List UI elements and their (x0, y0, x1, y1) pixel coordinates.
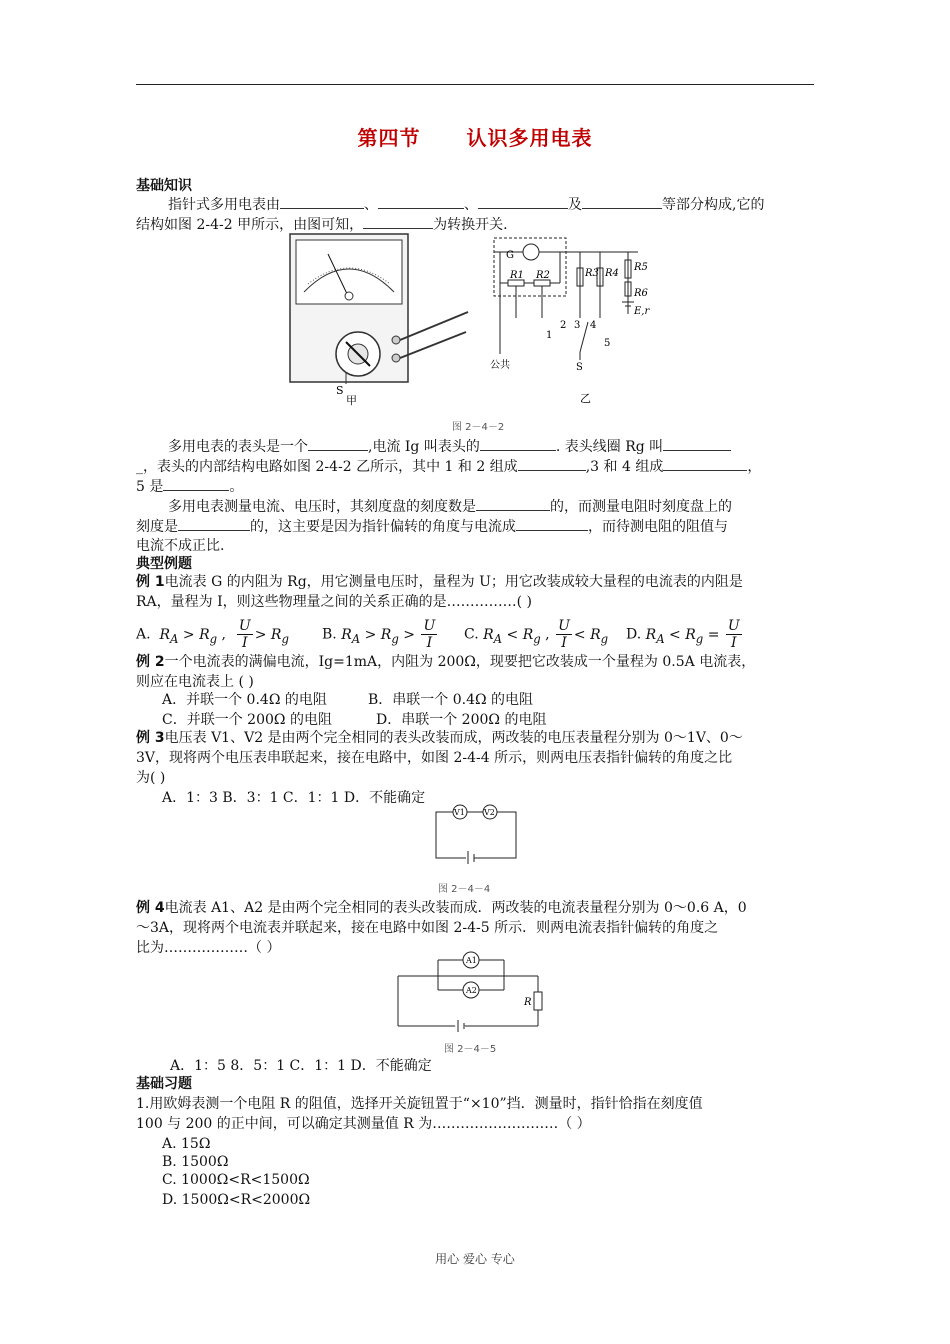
example-2-option-c: C．并联一个 200Ω 的电阻 (162, 712, 332, 728)
practice-q1-line-1: 1.用欧姆表测一个电阻 R 的阻值，选择开关旋钮置于“×10”挡．测量时，指针恰指在刻度值 (136, 1096, 703, 1112)
figure-2-4-4 (430, 800, 522, 864)
figure-label-jia: 甲 (346, 394, 357, 407)
contact-4-label: 4 (590, 320, 597, 331)
figure-2-4-5-caption: 图 2－4－5 (444, 1044, 497, 1055)
basic-paragraph-2-line-1: 多用电表的表头是一个 ,电流 Ig 叫表头的 . 表头线圈 Rg 叫 (168, 436, 848, 457)
resistor-r-label: R (524, 997, 532, 1008)
example-3-line-1: 例 3电压表 V1、V2 是由两个完全相同的表头改装而成，两改装的电压表量程分别为 0～1V、0～ (136, 730, 743, 746)
voltmeter-v2-label: V2 (484, 808, 495, 817)
battery-label: E,r (634, 306, 650, 317)
example-4-line-3: 比为………………（ ） (136, 940, 281, 956)
title-text: 认识多用电表 (466, 126, 593, 150)
practice-q1-line-2: 100 与 200 的正中间，可以确定其测量值 R 为………………………（ ） (136, 1116, 591, 1132)
contact-5-label: 5 (604, 338, 611, 349)
internal-circuit-drawing (494, 238, 638, 360)
example-3-line-2: 3V，现将两个电压表串联起来，接在电路中，如图 2-4-4 所示，则两电压表指针偏转的角度之比 (136, 750, 733, 766)
basic-paragraph-1-line-1: 指针式多用电表由 、 、 及 等部分构成,它的 (168, 194, 848, 215)
example-2-option-a: A．并联一个 0.4Ω 的电阻 (162, 692, 327, 708)
switch-label-s-jia: S (336, 384, 344, 397)
r1-label: R1 (510, 270, 524, 281)
ammeter-a1-label: A1 (466, 956, 477, 965)
figure-2-4-5 (388, 950, 558, 1032)
example-3-options: A．1：3 B．3：1 C．1：1 D．不能确定 (162, 790, 426, 806)
top-rule (136, 84, 814, 85)
r6-label: R6 (634, 288, 648, 299)
page-footer: 用心 爱心 专心 (435, 1252, 515, 1266)
example-2-option-d: D．串联一个 200Ω 的电阻 (376, 712, 547, 728)
galvanometer-label: G (506, 250, 514, 261)
section-practice-heading: 基础习题 (136, 1076, 192, 1092)
r5-label: R5 (634, 262, 648, 273)
example-4-line-2: ～3A，现将两个电流表并联起来，接在电路中如图 2-4-5 所示．则两电流表指针偏转的角度之 (136, 920, 719, 936)
section-basic-heading: 基础知识 (136, 178, 192, 194)
example-1-option-c: C. $R_A < R_g$ , $\frac{U}{I}$ < $R_g$ (464, 618, 609, 651)
common-terminal-label: 公共 (490, 360, 510, 371)
basic-paragraph-3-line-3: 电流不成正比. (136, 538, 225, 554)
contact-1-label: 1 (546, 330, 553, 341)
voltmeter-v1-label: V1 (454, 808, 465, 817)
ammeter-a2-label: A2 (466, 986, 477, 995)
example-4-line-1: 例 4电流表 A1、A2 是由两个完全相同的表头改装而成．两改装的电流表量程分别为 0～0.6 A，0 (136, 900, 747, 916)
multimeter-drawing (290, 234, 468, 407)
basic-paragraph-2-line-2: _，表头的内部结构电路如图 2-4-2 乙所示，其中 1 和 2 组成 ,3 和 4 组成 ， (136, 456, 816, 477)
practice-q1-option-b: B. 1500Ω (162, 1154, 229, 1170)
figure-2-4-2-caption: 图 2－4－2 (452, 422, 505, 433)
basic-paragraph-3-line-2: 刻度是 的，这主要是因为指针偏转的角度与电流成 ，而待测电阻的阻值与 (136, 516, 816, 537)
example-2-line-1: 例 2一个电流表的满偏电流，Ig=1mA，内阻为 200Ω，现要把它改装成一个量程为 0.5A 电流表， (136, 654, 756, 670)
example-1-line-1: 例 1电流表 G 的内阻为 Rg，用它测量电压时，量程为 U；用它改装成较大量程的电流表的内阻是 (136, 574, 743, 590)
figure-2-4-2 (288, 232, 668, 410)
example-4-options: A．1：5 8．5：1 C．1：1 D．不能确定 (170, 1058, 432, 1074)
practice-q1-option-a: A. 15Ω (162, 1136, 211, 1152)
example-2-option-b: B．串联一个 0.4Ω 的电阻 (368, 692, 534, 708)
section-examples-heading: 典型例题 (136, 556, 192, 572)
title-section-number: 第四节 (357, 126, 421, 150)
contact-3-label: 3 (574, 320, 581, 331)
example-1-option-a: A. $R_A > R_g$ , $\frac{U}{I}$ > $R_g$ (136, 618, 289, 651)
example-1-option-d: D. $R_A < R_g$ = $\frac{U}{I}$ (626, 618, 740, 651)
example-2-line-2: 则应在电流表上 ( ) (136, 674, 254, 690)
practice-q1-option-d: D. 1500Ω<R<2000Ω (162, 1192, 311, 1208)
contact-2-label: 2 (560, 320, 567, 331)
figure-label-yi: 乙 (580, 392, 591, 405)
r3-label: R3 (585, 268, 599, 279)
example-3-line-3: 为( ) (136, 770, 166, 786)
example-1-line-2: RA，量程为 I，则这些物理量之间的关系正确的是……………( ) (136, 594, 533, 610)
basic-paragraph-1-line-2: 结构如图 2-4-2 甲所示，由图可知， 为转换开关. (136, 214, 816, 235)
practice-q1-option-c: C. 1000Ω<R<1500Ω (162, 1172, 310, 1188)
r4-label: R4 (605, 268, 619, 279)
basic-paragraph-3-line-1: 多用电表测量电流、电压时，其刻度盘的刻度数是 的，而测量电阻时刻度盘上的 (168, 496, 848, 517)
switch-label-s-yi: S (576, 362, 583, 373)
figure-2-4-4-caption: 图 2－4－4 (438, 884, 491, 895)
r2-label: R2 (536, 270, 550, 281)
basic-paragraph-2-line-3: 5 是 。 (136, 476, 816, 497)
example-1-option-b: B. $R_A > R_g$ > $\frac{U}{I}$ (322, 618, 436, 651)
page-title (0, 122, 950, 151)
